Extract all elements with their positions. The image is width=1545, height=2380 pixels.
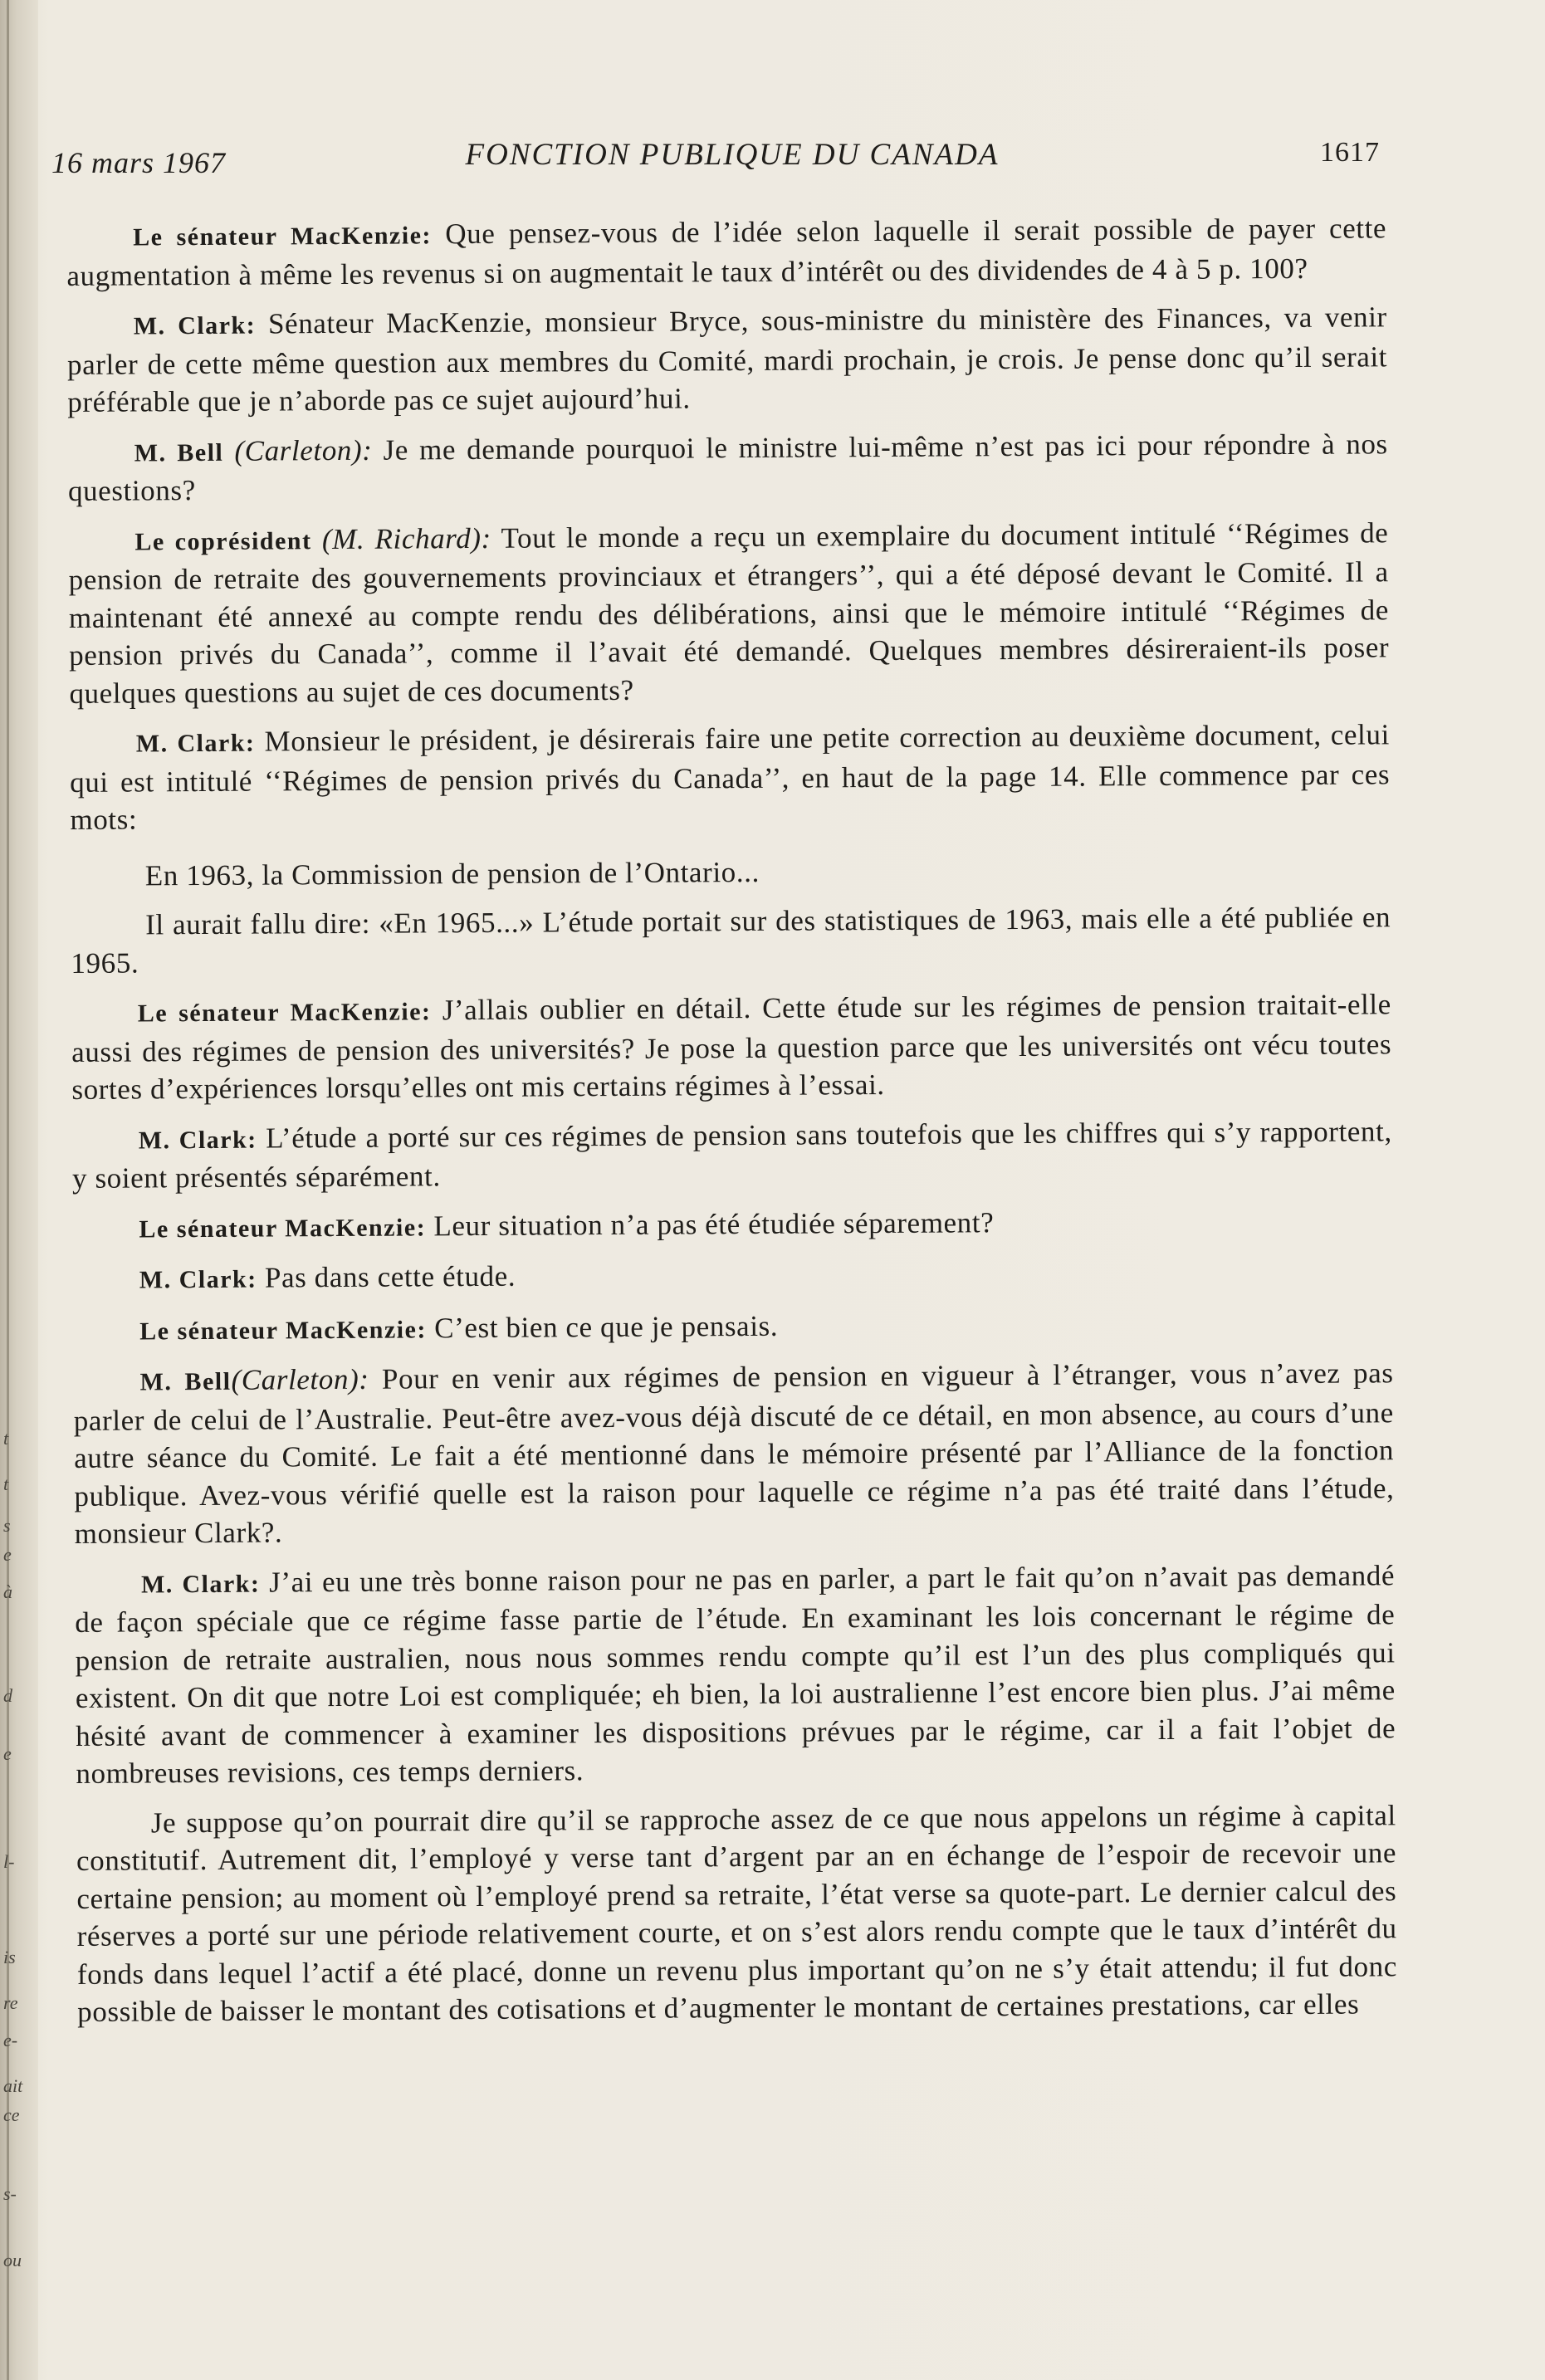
transcript-paragraph [66,209,1387,295]
gutter-fragment: s- [3,2183,17,2204]
paragraph-text: Sénateur MacKenzie, monsieur Bryce, sous-ministre du ministère des Finances, va venir parler de cette même question aux membres du Comité, mardi prochain, je crois. Je pense donc qu’il serait préférable que je n’aborde pas ce sujet aujourd’hui. [66,301,1388,418]
gutter-fragment: e [3,1743,12,1764]
transcript-paragraph [67,298,1388,421]
transcript-paragraph [72,1112,1393,1198]
transcript-paragraph [70,716,1391,838]
gutter-fragment: re [3,1992,18,2013]
gutter-fragment: d [3,1685,12,1706]
binding-gutter [0,0,38,2380]
speaker-riding: (M. Richard): [311,521,491,555]
gutter-fragment: e [3,1544,12,1565]
speaker-name: M. Clark: [133,311,257,340]
gutter-fragment: l- [3,1851,15,1872]
transcript-paragraph [71,898,1391,982]
gutter-fragment: ou [3,2250,22,2270]
gutter-text-fragments [2,0,35,2380]
paragraph-text: Il aurait fallu dire: «En 1965...» L’étude portait sur des statistiques de 1963, mais elle a été publiée en 1965. [71,901,1391,980]
paragraph-text: Leur situation n’a pas été étudiée séparement? [425,1205,995,1242]
paragraph-text: Monsieur le président, je désirerais faire une petite correction au deuxième document, celui qui est intitulé ‘‘Régimes de pension privés du Canada’’, en haut de la page 14. Elle commence par ces mots: [70,718,1391,836]
transcript-paragraph [75,1557,1396,1793]
gutter-fragment: ait [3,2075,23,2096]
paragraph-text: Tout le monde a reçu un exemplaire du document intitulé ‘‘Régimes de pension de retraite des gouvernements provinciaux et étrangers’’, qui a été déposé devant le Comité. Il a maintenant été annexé au compte rendu des délibérations, ainsi que le mémoire intitulé ‘‘Régimes de pension privés du Canada’’, comme il l’avait été demandé. Quelques membres désireraient-ils poser quelques questions au sujet de ces documents? [68,516,1390,710]
gutter-fragment: t [3,1473,9,1494]
speaker-name: Le sénateur MacKenzie: [137,998,432,1028]
speaker-name: Le sénateur MacKenzie: [139,1213,427,1243]
speaker-name: Le sénateur MacKenzie: [133,222,433,252]
transcript-paragraph [73,1303,1393,1351]
transcript-paragraph [73,1354,1394,1552]
gutter-fragment: s [3,1515,11,1536]
paragraph-text: Pour en venir aux régimes de pension en vigueur à l’étranger, vous n’avez pas parler de celui de l’Australie. Peut-être avez-vous déjà discuté de ce détail, en mon absence, au cours d’une autre séance du Comité. Le fait a été mentionné dans le mémoire présenté par l’Alliance de la fonction publique. Avez-vous vérifié quelle est la raison pour laquelle ce régime n’a pas été traité dans l’étude, monsieur Clark?. [73,1356,1395,1550]
transcript-body [66,209,1397,2042]
transcript-paragraph [73,1252,1393,1299]
speaker-name: Le coprésident [134,526,312,556]
speaker-name: M. Clark: [139,1265,257,1294]
speaker-name: M. Bell [139,1367,232,1396]
header-page-number: 1617 [1320,137,1380,168]
gutter-fragment: e- [3,2030,18,2050]
transcript-paragraph [72,1201,1392,1249]
paragraph-text: Pas dans cette étude. [257,1259,516,1294]
paragraph-text: En 1963, la Commission de pension de l’Ontario... [144,855,760,892]
speaker-name: M. Bell [134,438,224,467]
paragraph-text: Je suppose qu’on pourrait dire qu’il se rapproche assez de ce que nous appelons un régime à capital constitutif. Autrement dit, l’employé y verse tant d’argent par an en échange de l’espoir de recevoir une certaine pension; au moment où l’employé prend sa retraite, l’état verse sa quote-part. Le dernier calcul des réserves a porté sur une période relativement courte, et on s’est alors rendu compte que le taux d’intérêt du fonds dans lequel l’actif a été placé, donne un revenu plus important qu’on ne s’y était attendu; il fut donc possible de baisser le montant des cotisations et d’augmenter le montant de certaines prestations, car elles [76,1798,1398,2028]
transcript-paragraph [68,514,1389,712]
speaker-riding: (Carleton): [231,1362,369,1396]
header-date: 16 mars 1967 [51,146,227,179]
speaker-riding: (Carleton): [223,433,373,467]
paragraph-text: L’étude a porté sur ces régimes de pension sans toutefois que les chiffres qui s’y rapportent, y soient présentés séparément. [71,1114,1392,1195]
gutter-fragment: ce [3,2104,20,2125]
speaker-name: Le sénateur MacKenzie: [139,1315,427,1345]
gutter-fragment: à [3,1581,12,1602]
paragraph-text: J’allais oublier en détail. Cette étude sur les régimes de pension traitait-elle aussi des régimes de pension des universités? Je pose la question parce que les universités ont vécu toutes sortes d’expériences lorsqu’elles ont mis certains régimes à l’essai. [71,988,1392,1106]
transcript-paragraph [71,849,1391,895]
gutter-fragment: is [3,1947,16,1967]
speaker-name: M. Clark: [140,1570,261,1598]
transcript-paragraph [71,985,1392,1108]
paragraph-text: Que pensez-vous de l’idée selon laquelle il serait possible de payer cette augmentation à même les revenus si on augmentait le taux d’intérêt ou des dividendes de 4 à 5 p. 100? [66,212,1387,292]
transcript-paragraph [76,1796,1398,2031]
header-running-title: FONCTION PUBLIQUE DU CANADA [465,138,1000,172]
speaker-name: M. Clark: [138,1126,257,1154]
paragraph-text: J’ai eu une très bonne raison pour ne pas en parler, a part le fait qu’on n’avait pas demandé de façon spéciale que ce régime fasse partie de l’étude. En examinant les lois concernant le régime de pension de retraite australien, nous nous sommes rendu compte qu’il est l’un des plus compliqués qui existent. On dit que notre Loi est compliquée; eh bien, la loi australienne l’est encore bien plus. J’ai même hésité avant de commencer à examiner les dispositions prévues par le régime, car il a fait l’objet de nombreuses revisions, ces temps derniers. [75,1558,1396,1790]
paragraph-text: C’est bien ce que je pensais. [426,1309,779,1344]
paragraph-text: Je me demande pourquoi le ministre lui-même n’est pas ici pour répondre à nos questions? [67,427,1388,507]
speaker-name: M. Clark: [135,729,256,758]
transcript-paragraph [68,425,1389,511]
gutter-fragment: t [3,1428,9,1449]
page-header [51,137,1380,187]
